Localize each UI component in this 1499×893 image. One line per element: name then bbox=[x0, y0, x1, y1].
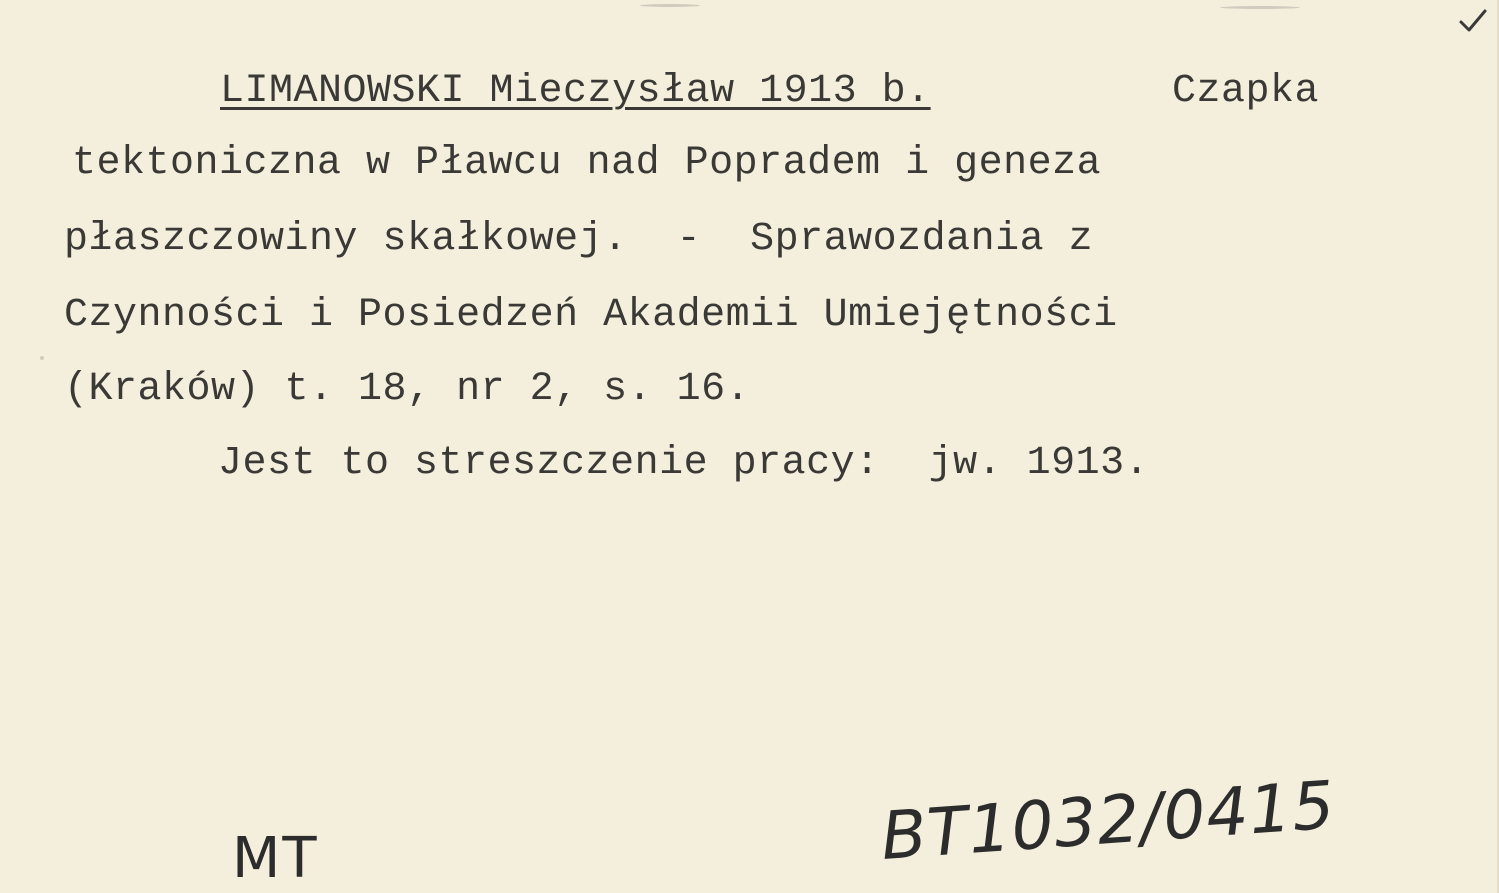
title-line-3: płaszczowiny skałkowej. - Sprawozdania z bbox=[64, 217, 1094, 262]
title-line-4: Czynności i Posiedzeń Akademii Umiejętności bbox=[64, 293, 1118, 338]
note-line: Jest to streszczenie pracy: jw. 1913. bbox=[218, 441, 1150, 486]
handwritten-initials: MT bbox=[232, 826, 319, 891]
title-line-5: (Kraków) t. 18, nr 2, s. 16. bbox=[64, 367, 751, 412]
paper-smudge bbox=[640, 4, 700, 7]
typed-text-block bbox=[0, 0, 1320, 486]
handwritten-signature: BT1032/0415 bbox=[878, 766, 1338, 875]
entry-heading: LIMANOWSKI Mieczysław 1913 b. bbox=[220, 69, 931, 114]
paper-smudge bbox=[1220, 6, 1300, 9]
title-line-2: tektoniczna w Pławcu nad Popradem i geneza bbox=[72, 141, 1102, 186]
paper-smudge bbox=[40, 356, 44, 360]
title-line-1: Czapka bbox=[1172, 69, 1320, 114]
check-mark-icon bbox=[1458, 8, 1488, 34]
